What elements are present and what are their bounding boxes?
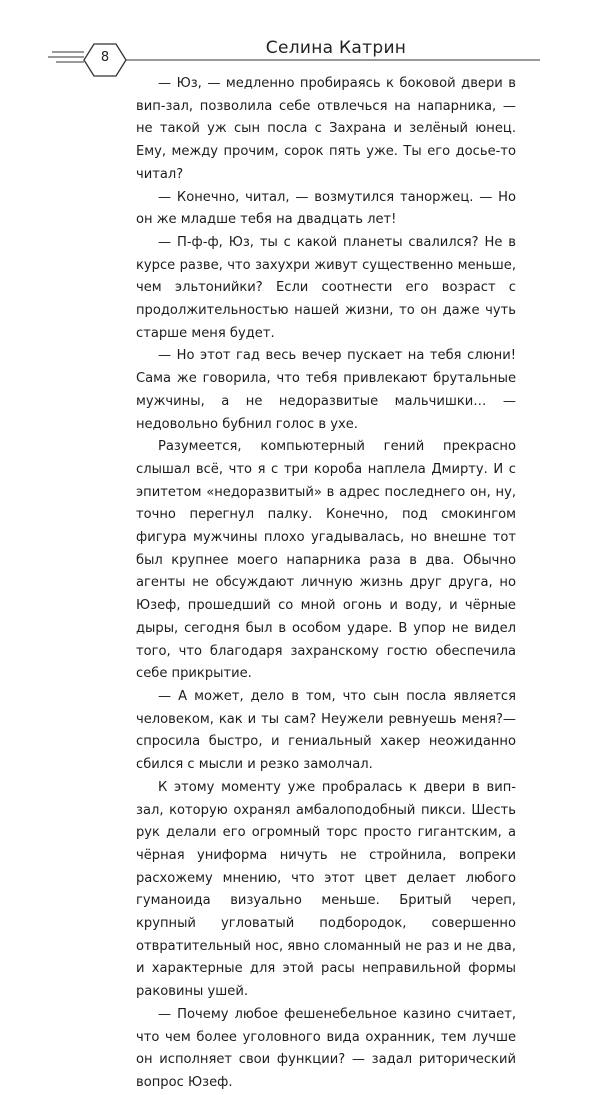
page-number: 8 <box>100 50 110 65</box>
text-body <box>136 73 516 1095</box>
paragraph: — П-ф-ф, Юз, ты с какой планеты свалился? Не в курсе разве, что захухри живут существенно меньше, чем эльтонийки? Если соотнести его возраст с продолжительностью нашей жизни, то он даже чуть старше меня будет. <box>136 234 516 341</box>
paragraph: К этому моменту уже пробралась к двери в вип-зал, которую охранял амбалоподобный пикси. Шесть рук делали его огромный торс просто гигантским, а чёрная униформа ничуть не стройнила, вопреки расхожему мнению, что этот цвет делает любого гуманоида визуально меньше. Бритый череп, крупный угловатый подбородок, совершенно отвратительный нос, явно сломанный не раз и не два, и характерные для этой расы неправильной формы раковины ушей. <box>136 779 516 1000</box>
running-title: Селина Катрин <box>265 38 407 58</box>
paragraph: — Почему любое фешенебельное казино считает, что чем более уголовного вида охранник, тем лучше он исполняет свои функции? — задал риторический вопрос Юзеф. <box>136 1006 516 1090</box>
paragraph: — Но этот гад весь вечер пускает на тебя слюни! Сама же говорила, что тебя привлекают брутальные мужчины, а не недоразвитые мальчишки… — недовольно бубнил голос в ухе. <box>136 348 516 432</box>
paragraph: — Юз, — медленно пробираясь к боковой двери в вип-зал, позволила себе отвлечься на напарника, — не такой уж сын посла с Захрана и зелёный юнец. Ему, между прочим, сорок пять уже. Ты его досье-то читал? <box>136 76 516 182</box>
paragraph: — А может, дело в том, что сын посла является человеком, как и ты сам? Неужели ревнуешь меня?— спросила быстро, и гениальный хакер неожиданно сбился с мысли и резко замолчал. <box>136 688 516 773</box>
paragraph: Разумеется, компьютерный гений прекрасно слышал всё, что я с три короба наплела Дмирту. И с эпитетом «недоразвитый» в адрес последнего он, ну, точно перегнул палку. Конечно, под смокингом фигура мужчины плохо угадывалась, но внешне тот был крупнее моего напарника раза в два. Обычно агенты не обсуждают личную жизнь друг друга, но Юзеф, прошедший со мной огонь и воду, и чёрные дыры, сегодня был в особом ударе. В упор не видел того, что благодаря захранскому гостю обеспечила себе прикрытие. <box>136 439 516 682</box>
paragraph: — Конечно, читал, — возмутился таноржец. — Но он же младше тебя на двадцать лет! <box>136 189 516 228</box>
